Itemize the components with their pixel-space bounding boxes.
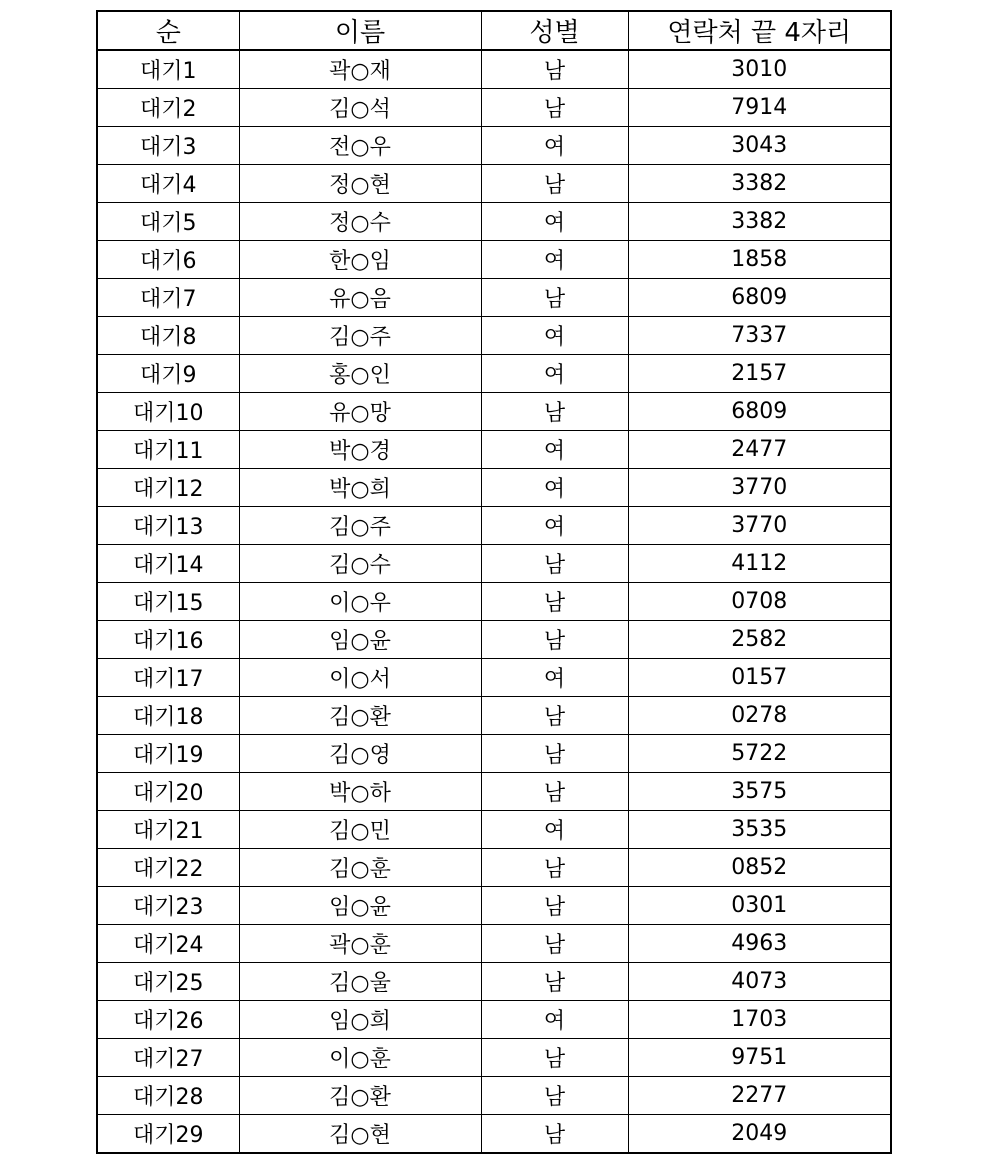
cell-name: 정○수 — [239, 203, 481, 241]
cell-gender: 남 — [481, 1039, 628, 1077]
cell-name: 홍○인 — [239, 355, 481, 393]
cell-name: 유○망 — [239, 393, 481, 431]
cell-seq: 대기22 — [97, 849, 239, 887]
cell-name: 김○수 — [239, 545, 481, 583]
table-row — [97, 545, 891, 583]
cell-gender: 남 — [481, 887, 628, 925]
table-row — [97, 507, 891, 545]
cell-name: 김○훈 — [239, 849, 481, 887]
cell-phone: 4073 — [628, 963, 891, 1001]
table-row — [97, 355, 891, 393]
header-gender: 성별 — [481, 11, 628, 50]
cell-phone: 7337 — [628, 317, 891, 355]
table-row — [97, 1001, 891, 1039]
cell-phone: 6809 — [628, 279, 891, 317]
table-row — [97, 317, 891, 355]
cell-phone: 3010 — [628, 50, 891, 89]
cell-phone: 3043 — [628, 127, 891, 165]
table-row — [97, 393, 891, 431]
table-row — [97, 849, 891, 887]
waitlist-table — [96, 10, 892, 1154]
cell-gender: 남 — [481, 925, 628, 963]
cell-seq: 대기11 — [97, 431, 239, 469]
cell-seq: 대기8 — [97, 317, 239, 355]
cell-phone: 5722 — [628, 735, 891, 773]
cell-seq: 대기20 — [97, 773, 239, 811]
cell-name: 김○영 — [239, 735, 481, 773]
cell-seq: 대기9 — [97, 355, 239, 393]
cell-seq: 대기10 — [97, 393, 239, 431]
cell-seq: 대기21 — [97, 811, 239, 849]
cell-phone: 6809 — [628, 393, 891, 431]
cell-name: 한○임 — [239, 241, 481, 279]
header-seq: 순 — [97, 11, 239, 50]
cell-seq: 대기16 — [97, 621, 239, 659]
cell-phone: 0301 — [628, 887, 891, 925]
table-row — [97, 659, 891, 697]
cell-seq: 대기1 — [97, 50, 239, 89]
cell-seq: 대기28 — [97, 1077, 239, 1115]
cell-phone: 0278 — [628, 697, 891, 735]
cell-phone: 3535 — [628, 811, 891, 849]
cell-name: 김○환 — [239, 1077, 481, 1115]
cell-gender: 남 — [481, 1115, 628, 1154]
cell-name: 김○주 — [239, 317, 481, 355]
cell-seq: 대기6 — [97, 241, 239, 279]
cell-gender: 여 — [481, 659, 628, 697]
cell-seq: 대기23 — [97, 887, 239, 925]
cell-gender: 여 — [481, 317, 628, 355]
cell-seq: 대기5 — [97, 203, 239, 241]
header-row — [97, 11, 891, 50]
cell-seq: 대기7 — [97, 279, 239, 317]
cell-phone: 3575 — [628, 773, 891, 811]
table-row — [97, 279, 891, 317]
cell-gender: 남 — [481, 697, 628, 735]
cell-phone: 2157 — [628, 355, 891, 393]
table-row — [97, 89, 891, 127]
header-phone: 연락처 끝 4자리 — [628, 11, 891, 50]
table-header — [97, 11, 891, 50]
cell-name: 이○서 — [239, 659, 481, 697]
table-row — [97, 241, 891, 279]
cell-gender: 남 — [481, 165, 628, 203]
table-row — [97, 1077, 891, 1115]
cell-gender: 남 — [481, 1077, 628, 1115]
cell-phone: 2277 — [628, 1077, 891, 1115]
cell-gender: 남 — [481, 50, 628, 89]
cell-name: 김○현 — [239, 1115, 481, 1154]
cell-seq: 대기2 — [97, 89, 239, 127]
table-row — [97, 469, 891, 507]
cell-phone: 0708 — [628, 583, 891, 621]
cell-phone: 2049 — [628, 1115, 891, 1154]
cell-name: 유○음 — [239, 279, 481, 317]
cell-name: 임○희 — [239, 1001, 481, 1039]
cell-name: 이○훈 — [239, 1039, 481, 1077]
cell-name: 곽○재 — [239, 50, 481, 89]
cell-gender: 여 — [481, 469, 628, 507]
cell-phone: 9751 — [628, 1039, 891, 1077]
cell-name: 김○울 — [239, 963, 481, 1001]
cell-name: 김○주 — [239, 507, 481, 545]
cell-gender: 여 — [481, 811, 628, 849]
cell-gender: 남 — [481, 545, 628, 583]
cell-seq: 대기12 — [97, 469, 239, 507]
table-row — [97, 1115, 891, 1154]
cell-phone: 0157 — [628, 659, 891, 697]
cell-seq: 대기19 — [97, 735, 239, 773]
cell-name: 박○하 — [239, 773, 481, 811]
cell-phone: 3382 — [628, 165, 891, 203]
table-row — [97, 621, 891, 659]
cell-gender: 여 — [481, 431, 628, 469]
table-row — [97, 583, 891, 621]
table-row — [97, 203, 891, 241]
cell-gender: 여 — [481, 1001, 628, 1039]
cell-seq: 대기3 — [97, 127, 239, 165]
cell-phone: 1703 — [628, 1001, 891, 1039]
cell-phone: 3382 — [628, 203, 891, 241]
cell-name: 전○우 — [239, 127, 481, 165]
header-name: 이름 — [239, 11, 481, 50]
cell-phone: 0852 — [628, 849, 891, 887]
cell-phone: 3770 — [628, 507, 891, 545]
cell-phone: 2582 — [628, 621, 891, 659]
table-row — [97, 811, 891, 849]
cell-phone: 1858 — [628, 241, 891, 279]
cell-phone: 4963 — [628, 925, 891, 963]
cell-name: 박○희 — [239, 469, 481, 507]
cell-gender: 남 — [481, 849, 628, 887]
cell-seq: 대기15 — [97, 583, 239, 621]
cell-gender: 남 — [481, 583, 628, 621]
cell-seq: 대기25 — [97, 963, 239, 1001]
cell-name: 김○환 — [239, 697, 481, 735]
cell-name: 임○윤 — [239, 887, 481, 925]
cell-gender: 여 — [481, 127, 628, 165]
cell-gender: 여 — [481, 355, 628, 393]
cell-seq: 대기17 — [97, 659, 239, 697]
table-body — [97, 50, 891, 1153]
table-row — [97, 50, 891, 89]
cell-gender: 남 — [481, 279, 628, 317]
cell-seq: 대기29 — [97, 1115, 239, 1154]
cell-seq: 대기18 — [97, 697, 239, 735]
cell-phone: 4112 — [628, 545, 891, 583]
table-row — [97, 887, 891, 925]
waitlist-sheet — [96, 10, 890, 1154]
cell-name: 김○석 — [239, 89, 481, 127]
table-row — [97, 773, 891, 811]
table-row — [97, 431, 891, 469]
cell-name: 임○윤 — [239, 621, 481, 659]
cell-gender: 남 — [481, 963, 628, 1001]
cell-gender: 여 — [481, 507, 628, 545]
table-row — [97, 127, 891, 165]
cell-gender: 남 — [481, 621, 628, 659]
table-row — [97, 963, 891, 1001]
cell-name: 곽○훈 — [239, 925, 481, 963]
cell-seq: 대기27 — [97, 1039, 239, 1077]
table-row — [97, 697, 891, 735]
cell-phone: 3770 — [628, 469, 891, 507]
cell-gender: 남 — [481, 773, 628, 811]
cell-seq: 대기24 — [97, 925, 239, 963]
cell-phone: 2477 — [628, 431, 891, 469]
cell-phone: 7914 — [628, 89, 891, 127]
table-row — [97, 165, 891, 203]
cell-gender: 여 — [481, 203, 628, 241]
cell-gender: 남 — [481, 89, 628, 127]
cell-gender: 남 — [481, 393, 628, 431]
cell-gender: 여 — [481, 241, 628, 279]
table-row — [97, 735, 891, 773]
cell-seq: 대기26 — [97, 1001, 239, 1039]
cell-seq: 대기13 — [97, 507, 239, 545]
table-row — [97, 925, 891, 963]
cell-name: 박○경 — [239, 431, 481, 469]
cell-seq: 대기4 — [97, 165, 239, 203]
cell-seq: 대기14 — [97, 545, 239, 583]
table-row — [97, 1039, 891, 1077]
cell-name: 이○우 — [239, 583, 481, 621]
cell-name: 정○현 — [239, 165, 481, 203]
cell-name: 김○민 — [239, 811, 481, 849]
cell-gender: 남 — [481, 735, 628, 773]
